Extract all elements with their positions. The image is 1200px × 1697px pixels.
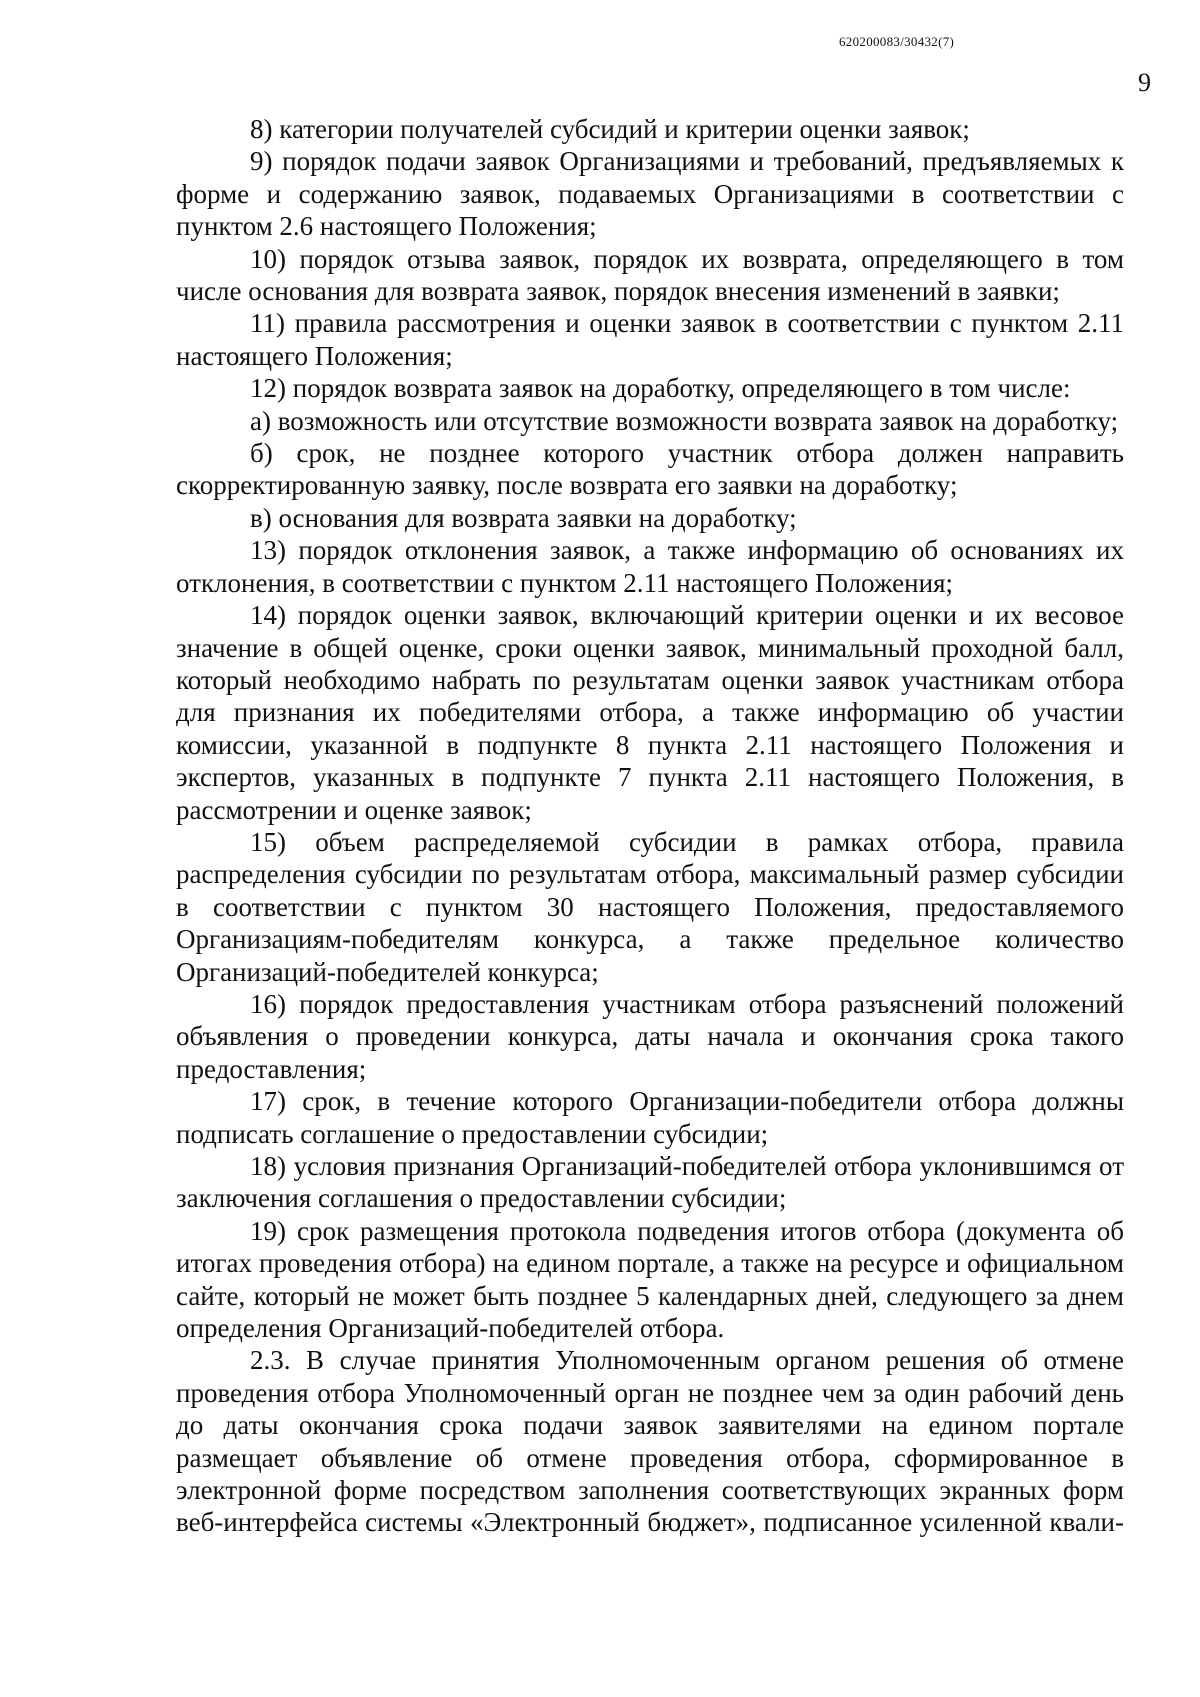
document-body bbox=[176, 113, 1124, 1539]
paragraph-item-15: 15) объем распределяемой субсидии в рамках отбора, правила распределения субсидии по результатам отбора, максимальный размер субсидии в соответствии с пунктом 30 настоящего Положения, предоставляемого Организациям-победителям конкурса, а также предельное количество Организаций-победителей конкурса; bbox=[176, 826, 1124, 987]
paragraph-item-17: 17) срок, в течение которого Организации-победители отбора должны подписать соглашение о предоставлении субсидии; bbox=[176, 1086, 1124, 1149]
page-number: 9 bbox=[1138, 68, 1151, 97]
paragraph-item-18: 18) условия признания Организаций-победителей отбора уклонившимся от заключения соглашения о предоставлении субсидии; bbox=[176, 1151, 1124, 1214]
paragraph-item-12a: а) возможность или отсутствие возможности возврата заявок на доработку; bbox=[250, 405, 1119, 436]
paragraph-item-11: 11) правила рассмотрения и оценки заявок в соответствии с пунктом 2.11 настоящего Положения; bbox=[176, 308, 1124, 371]
paragraph-item-8: 8) категории получателей субсидий и критерии оценки заявок; bbox=[250, 114, 970, 144]
paragraph-section-2-3: 2.3. В случае принятия Уполномоченным органом решения об отмене проведения отбора Уполномоченный орган не позднее чем за один рабочий день до даты окончания срока подачи заявок заявителями на едином портале размещает объявление об отмене проведения отбора, сформированное в электронной форме посредством заполнения соответствующих экранных форм веб-интерфейса системы «Электронный бюджет», подписанное усиленной квали- bbox=[176, 1345, 1124, 1538]
paragraph-item-12: 12) порядок возврата заявок на доработку, определяющего в том числе: bbox=[250, 373, 1071, 404]
paragraph-item-9: 9) порядок подачи заявок Организациями и требований, предъявляемых к форме и содержанию заявок, подаваемых Организациями в соответствии с пунктом 2.6 настоящего Положения; bbox=[176, 146, 1124, 242]
paragraph-item-19: 19) срок размещения протокола подведения итогов отбора (документа об итогах проведения отбора) на едином портале, а также на ресурсе и официальном сайте, который не может быть позднее 5 календарных дней, следующего за днем определения Организаций-победителей отбора. bbox=[176, 1215, 1124, 1344]
paragraph-item-12v: в) основания для возврата заявки на доработку; bbox=[250, 502, 797, 533]
paragraph-item-10: 10) порядок отзыва заявок, порядок их возврата, определяющего в том числе основания для возврата заявок, порядок внесения изменений в заявки; bbox=[176, 243, 1124, 307]
paragraph-item-13: 13) порядок отклонения заявок, а также информацию об основаниях их отклонения, в соответствии с пунктом 2.11 настоящего Положения; bbox=[176, 535, 1124, 598]
paragraph-item-12b: б) срок, не позднее которого участник отбора должен направить скорректированную заявку, после возврата его заявки на доработку; bbox=[176, 438, 1124, 501]
paragraph-item-16: 16) порядок предоставления участникам отбора разъяснений положений объявления о проведении конкурса, даты начала и окончания срока такого предоставления; bbox=[176, 988, 1124, 1084]
paragraph-item-14: 14) порядок оценки заявок, включающий критерии оценки и их весовое значение в общей оценке, сроки оценки заявок, минимальный проходной балл, который необходимо набрать по результатам оценки заявок участникам отбора для признания их победителями отбора, а также информацию об участии комиссии, указанной в подпункте 8 пункта 2.11 настоящего Положения и экспертов, указанных в подпункте 7 пункта 2.11 настоящего Положения, в рассмотрении и оценке заявок; bbox=[176, 600, 1124, 825]
document-number: 620200083/30432(7) bbox=[839, 34, 955, 49]
